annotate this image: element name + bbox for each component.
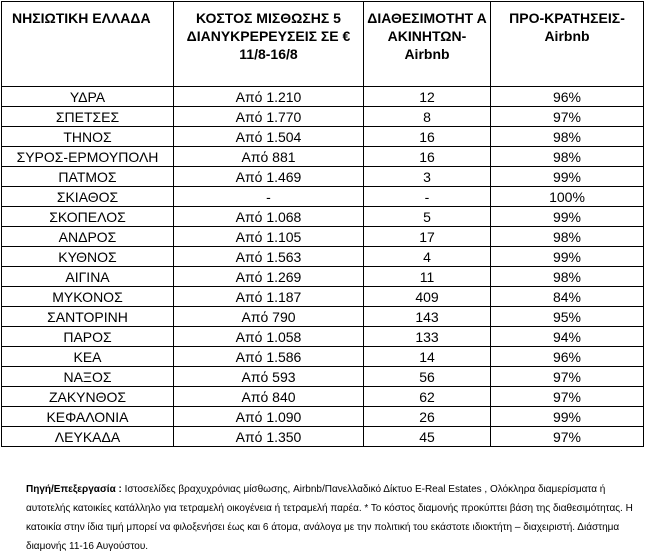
table-row <box>2 227 644 247</box>
cell-availability: 12 <box>364 87 491 107</box>
header-bookings: ΠΡΟ-ΚΡΑΤΗΣΕΙΣ- Airbnb <box>491 2 644 87</box>
cell-bookings: 97% <box>491 387 644 407</box>
table-row <box>2 287 644 307</box>
cell-rental-cost: Από 1.269 <box>174 267 364 287</box>
cell-bookings: 95% <box>491 307 644 327</box>
table-row <box>2 187 644 207</box>
table-row <box>2 147 644 167</box>
cell-rental-cost: Από 1.350 <box>174 427 364 447</box>
cell-island: ΚΥΘΝΟΣ <box>2 247 174 267</box>
table-header-row <box>2 2 644 87</box>
cell-availability: 16 <box>364 147 491 167</box>
cell-availability: 16 <box>364 127 491 147</box>
islands-rental-table <box>1 1 644 447</box>
table-row <box>2 307 644 327</box>
cell-bookings: 100% <box>491 187 644 207</box>
cell-rental-cost: Από 1.105 <box>174 227 364 247</box>
cell-island: ΠΑΡΟΣ <box>2 327 174 347</box>
cell-rental-cost: Από 593 <box>174 367 364 387</box>
cell-availability: 3 <box>364 167 491 187</box>
cell-bookings: 98% <box>491 127 644 147</box>
table-row <box>2 207 644 227</box>
cell-rental-cost: Από 1.068 <box>174 207 364 227</box>
cell-availability: 14 <box>364 347 491 367</box>
table-row <box>2 427 644 447</box>
cell-rental-cost: Από 1.469 <box>174 167 364 187</box>
source-label: Πηγή/Επεξεργασία : <box>26 484 122 495</box>
cell-bookings: 99% <box>491 407 644 427</box>
cell-island: ΑΙΓΙΝΑ <box>2 267 174 287</box>
cell-availability: 5 <box>364 207 491 227</box>
cell-bookings: 98% <box>491 267 644 287</box>
cell-bookings: 97% <box>491 107 644 127</box>
table-row <box>2 267 644 287</box>
header-availability: ΔΙΑΘΕΣΙΜΟΤΗΤ Α ΑΚΙΝΗΤΩΝ- Airbnb <box>364 2 491 87</box>
cell-bookings: 97% <box>491 427 644 447</box>
cell-bookings: 99% <box>491 167 644 187</box>
cell-island: ΜΥΚΟΝΟΣ <box>2 287 174 307</box>
cell-island: ΑΝΔΡΟΣ <box>2 227 174 247</box>
source-note <box>26 480 646 556</box>
cell-availability: 133 <box>364 327 491 347</box>
cell-availability: 62 <box>364 387 491 407</box>
cell-bookings: 84% <box>491 287 644 307</box>
cell-island: ΖΑΚΥΝΘΟΣ <box>2 387 174 407</box>
table-row <box>2 247 644 267</box>
cell-bookings: 94% <box>491 327 644 347</box>
cell-island: ΛΕΥΚΑΔΑ <box>2 427 174 447</box>
cell-rental-cost: Από 1.504 <box>174 127 364 147</box>
table-body <box>2 87 644 447</box>
cell-bookings: 97% <box>491 367 644 387</box>
cell-island: ΝΑΞΟΣ <box>2 367 174 387</box>
cell-island: ΣΚΟΠΕΛΟΣ <box>2 207 174 227</box>
cell-rental-cost: Από 840 <box>174 387 364 407</box>
table-row <box>2 167 644 187</box>
table-row <box>2 387 644 407</box>
cell-island: ΣΥΡΟΣ-ΕΡΜΟΥΠΟΛΗ <box>2 147 174 167</box>
table-row <box>2 407 644 427</box>
cell-bookings: 96% <box>491 347 644 367</box>
cell-bookings: 98% <box>491 227 644 247</box>
table-row <box>2 107 644 127</box>
cell-rental-cost: Από 1.210 <box>174 87 364 107</box>
header-rental-cost: ΚΟΣΤΟΣ ΜΙΣΘΩΣΗΣ 5 ΔΙΑΝΥΚΡΕΡΕΥΣΕΙΣ ΣΕ € 11/8-16/8 <box>174 2 364 87</box>
cell-rental-cost: Από 881 <box>174 147 364 167</box>
table-row <box>2 327 644 347</box>
table-row <box>2 367 644 387</box>
cell-availability: 11 <box>364 267 491 287</box>
table-row <box>2 127 644 147</box>
cell-island: ΣΠΕΤΣΕΣ <box>2 107 174 127</box>
cell-island: ΚΕΑ <box>2 347 174 367</box>
cell-rental-cost: Από 790 <box>174 307 364 327</box>
cell-rental-cost: Από 1.187 <box>174 287 364 307</box>
cell-bookings: 99% <box>491 207 644 227</box>
header-island: ΝΗΣΙΩΤΙΚΗ ΕΛΛΑΔΑ <box>2 2 174 87</box>
table-row <box>2 87 644 107</box>
cell-rental-cost: Από 1.770 <box>174 107 364 127</box>
cell-availability: 409 <box>364 287 491 307</box>
table-row <box>2 347 644 367</box>
cell-availability: - <box>364 187 491 207</box>
cell-rental-cost: Από 1.563 <box>174 247 364 267</box>
cell-availability: 4 <box>364 247 491 267</box>
cell-bookings: 99% <box>491 247 644 267</box>
cell-rental-cost: Από 1.058 <box>174 327 364 347</box>
cell-availability: 143 <box>364 307 491 327</box>
cell-availability: 26 <box>364 407 491 427</box>
cell-availability: 17 <box>364 227 491 247</box>
cell-island: ΣΑΝΤΟΡΙΝΗ <box>2 307 174 327</box>
cell-rental-cost: - <box>174 187 364 207</box>
cell-rental-cost: Από 1.090 <box>174 407 364 427</box>
cell-island: ΤΗΝΟΣ <box>2 127 174 147</box>
cell-availability: 45 <box>364 427 491 447</box>
cell-bookings: 96% <box>491 87 644 107</box>
cell-island: ΣΚΙΑΘΟΣ <box>2 187 174 207</box>
cell-bookings: 98% <box>491 147 644 167</box>
cell-availability: 8 <box>364 107 491 127</box>
source-text: Ιστοσελίδες βραχυχρόνιας μίσθωσης, Airbnb/Πανελλαδικό Δίκτυο E-Real Estates , Ολόκληρα διαμερίσματα ή αυτοτελής κατοικίες κατάλληλο για τετραμελή οικογένεια ή τετραμελή παρέα. * Το κόστος διαμονής προκύπτει βάση της διαθεσιμότητας. Η κατοικία στην ίδια τιμή μπορεί να φιλοξενήσει έως και 6 άτομα, ανάλογα με την πολιτική του εκάστοτε ιδιοκτήτη – διαχειριστή. Διάστημα διαμονής 11-16 Αυγούστου. <box>26 484 633 552</box>
cell-island: ΚΕΦΑΛΟΝΙΑ <box>2 407 174 427</box>
cell-availability: 56 <box>364 367 491 387</box>
cell-island: ΥΔΡΑ <box>2 87 174 107</box>
cell-island: ΠΑΤΜΟΣ <box>2 167 174 187</box>
cell-rental-cost: Από 1.586 <box>174 347 364 367</box>
